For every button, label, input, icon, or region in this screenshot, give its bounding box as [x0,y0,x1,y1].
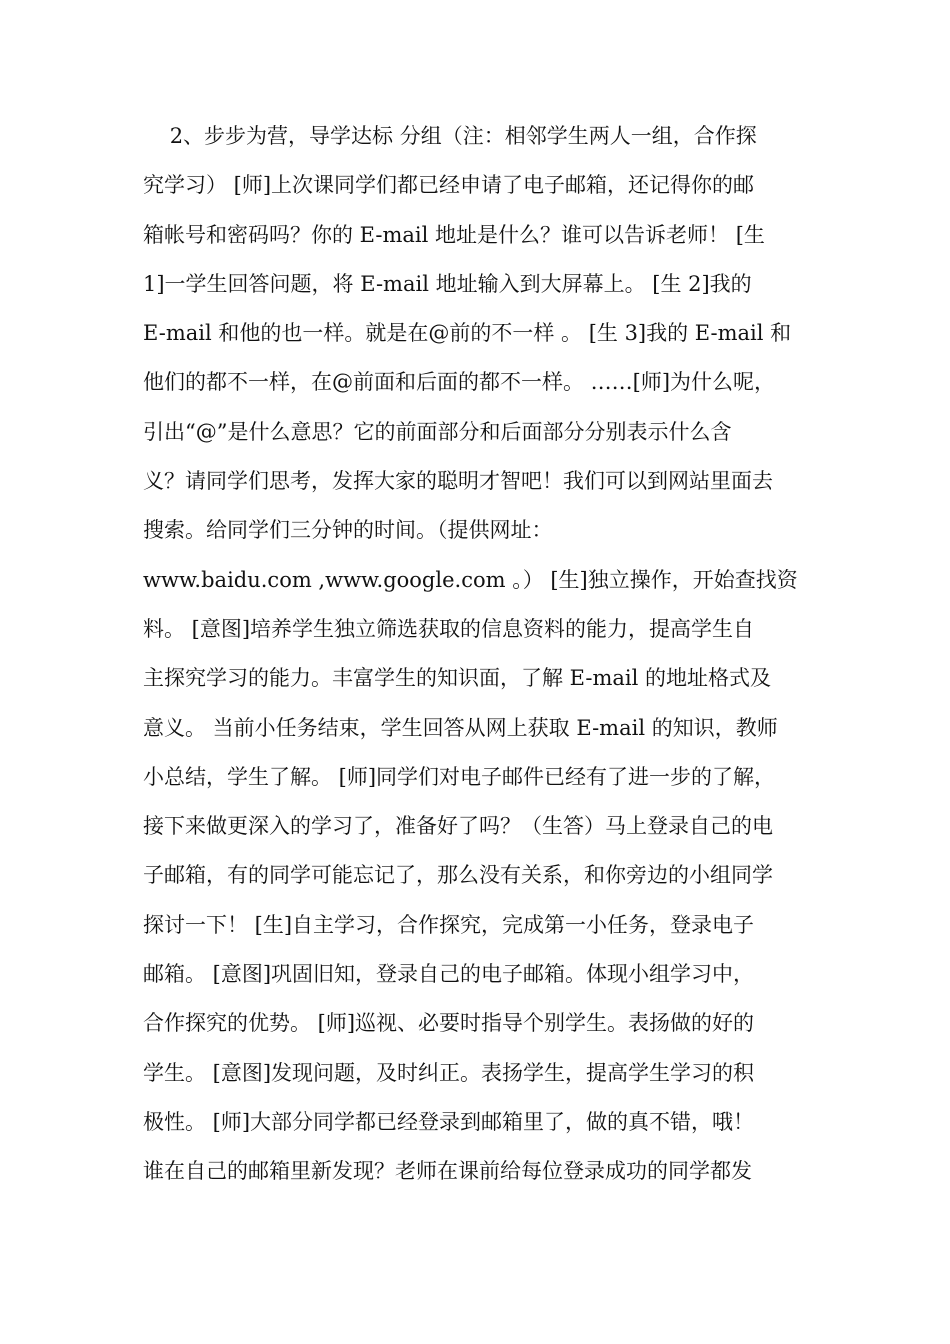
text-line: 义？请同学们思考，发挥大家的聪明才智吧！我们可以到网站里面去 [143,469,773,494]
text-line: E-mail 和他的也一样。就是在@前的不一样 。 [生 3]我的 E-mail 和 [143,321,792,346]
text-line: 他们的都不一样，在@前面和后面的都不一样。 ……[师]为什么呢， [143,370,776,395]
text-line: 搜索。给同学们三分钟的时间。（提供网址： [143,518,553,543]
text-line: 意义。 当前小任务结束，学生回答从网上获取 E-mail 的知识，教师 [143,715,778,740]
text-line: www.baidu.com ,www.google.com 。） [生]独立操作，开始查找资 [143,567,798,592]
text-line: 引出“@”是什么意思？它的前面部分和后面部分分别表示什么含 [143,419,732,444]
text-line: 邮箱。 [意图]巩固旧知，登录自己的电子邮箱。体现小组学习中， [143,962,755,987]
text-line: 2、步步为营，导学达标 分组（注：相邻学生两人一组，合作探 [143,124,757,148]
text-line: 1]一学生回答问题，将 E-mail 地址输入到大屏幕上。 [生 2]我的 [143,271,752,296]
text-line: 探讨一下！ [生]自主学习，合作探究，完成第一小任务，登录电子 [143,912,755,937]
text-line: 合作探究的优势。 [师]巡视、必要时指导个别学生。表扬做的好的 [143,1011,755,1036]
text-line: 子邮箱，有的同学可能忘记了，那么没有关系，和你旁边的小组同学 [143,863,773,888]
text-line: 学生。 [意图]发现问题，及时纠正。表扬学生，提高学生学习的积 [143,1060,755,1085]
text-line: 主探究学习的能力。丰富学生的知识面，了解 E-mail 的地址格式及 [143,666,772,691]
text-line: 谁在自己的邮箱里新发现？老师在课前给每位登录成功的同学都发 [143,1159,752,1184]
body-text [143,112,823,1197]
text-line: 箱帐号和密码吗？你的 E-mail 地址是什么？谁可以告诉老师！ [生 [143,222,765,247]
text-line: 极性。 [师]大部分同学都已经登录到邮箱里了，做的真不错，哦！ [143,1109,755,1134]
text-line: 小总结，学生了解。 [师]同学们对电子邮件已经有了进一步的了解， [143,764,776,789]
text-line: 究学习） [师]上次课同学们都已经申请了电子邮箱，还记得你的邮 [143,173,755,198]
text-line: 接下来做更深入的学习了，准备好了吗？（生答）马上登录自己的电 [143,814,773,839]
text-line: 料。 [意图]培养学生独立筛选获取的信息资料的能力，提高学生自 [143,616,755,641]
